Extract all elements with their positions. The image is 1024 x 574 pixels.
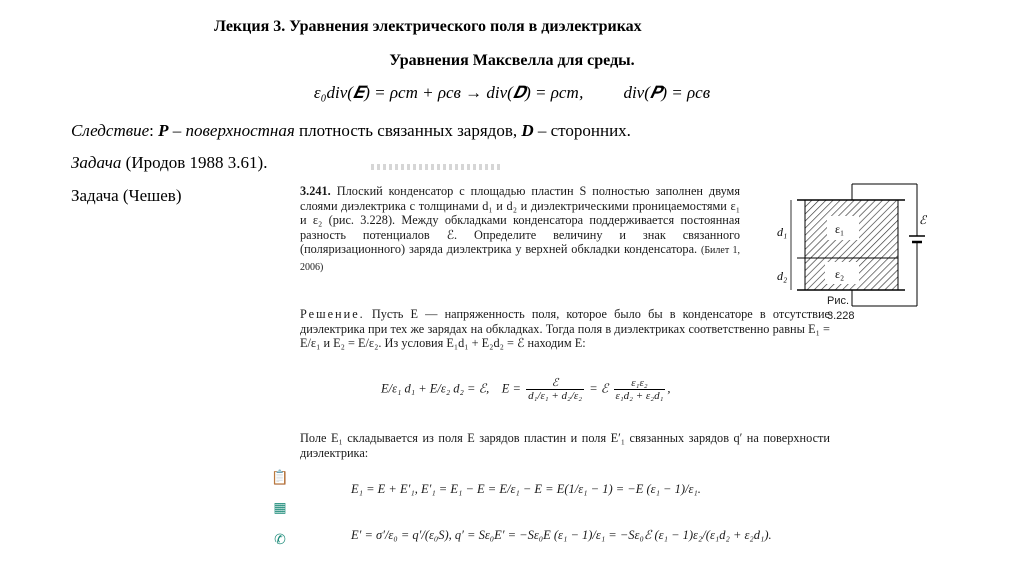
problem-number: 3.241. xyxy=(300,184,331,198)
phone-icon[interactable]: ✆ xyxy=(274,532,286,548)
solution-body: Пусть E — напряженность поля, которое было бы в конденсаторе в отсутствие диэлектрика при тех же зарядах на обкладках. Тогда поля в диэлектриках соответственно равны E₁ = E/ε₁ и E₂ = E/ε₂. Из условия E₁d₁ + E₂d₂ = ℰ находим E: xyxy=(300,307,830,351)
consequence-mid: плотность связанных зарядов, xyxy=(294,121,522,140)
maxwell-equations xyxy=(0,83,1024,103)
consequence-line xyxy=(71,121,631,141)
table-icon[interactable]: ▦ xyxy=(273,500,287,516)
slide-subtitle: Уравнения Максвелла для среды. xyxy=(389,52,635,69)
paragraph-2: Поле E₁ складывается из поля E зарядов пластин и поля E′₁ связанных зарядов q′ на поверхности диэлектрика: xyxy=(300,431,830,460)
slide-title: Лекция 3. Уравнения электрического поля в диэлектриках xyxy=(214,18,642,35)
eq1-mid: E = xyxy=(501,381,525,396)
equation-1: E/ε₁ d₁ + E/ε₂ d₂ = ℰ, E = $\frac{\text{ℰ}}{\text{d₁/ε₁ + d₂/ε₂}}$ = ℰ $\frac{\text{ε₁ε₂}}{\text{ε₁d₂ + ε₂d₁}}$ , xyxy=(381,377,671,402)
maxwell-eq-right: div(𝑷) = ρсв xyxy=(623,83,711,102)
clipboard-icon[interactable]: 📋 xyxy=(271,470,289,486)
eq1-fraction: $\frac{\text{ℰ}}{\text{d₁/ε₁ + d₂/ε₂}}$ xyxy=(528,377,583,402)
task1-label: Задача xyxy=(71,153,122,172)
equation-3: E′ = σ′/ε₀ = q′/(ε₀S), q′ = Sε₀E′ = −Sε₀E (ε₁ − 1)/ε₁ = −Sε₀ℰ (ε₁ − 1)ε₂/(ε₁d₂ + ε₂d₁). xyxy=(351,528,772,542)
eq1-fraction-2: $\frac{\text{ε₁ε₂}}{\text{ε₁d₂ + ε₂d₁}}$ xyxy=(615,377,664,402)
problem-body: Плоский конденсатор с площадью пластин S полностью заполнен двумя слоями диэлектрика с толщинами d₁ и d₂ и диэлектрическими проницаемостями ε₁ и ε₂ (рис. 3.228). Между обкладками конденсатора поддерживается постоянная разность потенциалов ℰ. Определите величину и знак связанного (поляризационного) заряда диэлектрика у верхней обкладки конденсатора. xyxy=(300,184,740,257)
figure-caption: Рис. 3.228 xyxy=(827,295,855,322)
eq1-right: = ℰ xyxy=(589,381,609,396)
consequence-surface: поверхностная xyxy=(185,121,295,140)
consequence-colon: : xyxy=(149,121,159,140)
solution-label: Решение. xyxy=(300,307,365,321)
task2-line: Задача (Чешев) xyxy=(71,186,182,205)
book-scan xyxy=(271,164,927,564)
fig-d2: d₂ xyxy=(777,269,788,283)
consequence-dash: – xyxy=(168,121,186,140)
consequence-D: D xyxy=(521,121,534,140)
fig-emf: ℰ xyxy=(919,213,927,227)
consequence-label: Следствие xyxy=(71,121,150,140)
task1-rest: (Иродов 1988 3.61). xyxy=(121,153,268,172)
problem-ticket: (Билет 1, 2006) xyxy=(300,245,740,273)
consequence-end: – сторонних. xyxy=(533,121,631,140)
maxwell-eq-left: ε₀div(𝑬) = ρст + ρсв → div(𝑫) = ρст, xyxy=(313,83,584,102)
task1-line xyxy=(71,153,267,173)
consequence-P: P xyxy=(158,121,169,140)
fig-d1: d₁ xyxy=(777,225,788,239)
scan-bleed xyxy=(371,164,501,170)
problem-text xyxy=(300,184,740,276)
fig-e2: ε₂ xyxy=(835,267,845,281)
solution-text xyxy=(300,307,830,351)
fig-e1: ε₁ xyxy=(835,222,845,236)
eq1-left: E/ε₁ d₁ + E/ε₂ d₂ = ℰ, xyxy=(381,381,490,396)
equation-2: E₁ = E + E′₁, E′₁ = E₁ − E = E/ε₁ − E = E(1/ε₁ − 1) = −E (ε₁ − 1)/ε₁. xyxy=(351,482,701,496)
